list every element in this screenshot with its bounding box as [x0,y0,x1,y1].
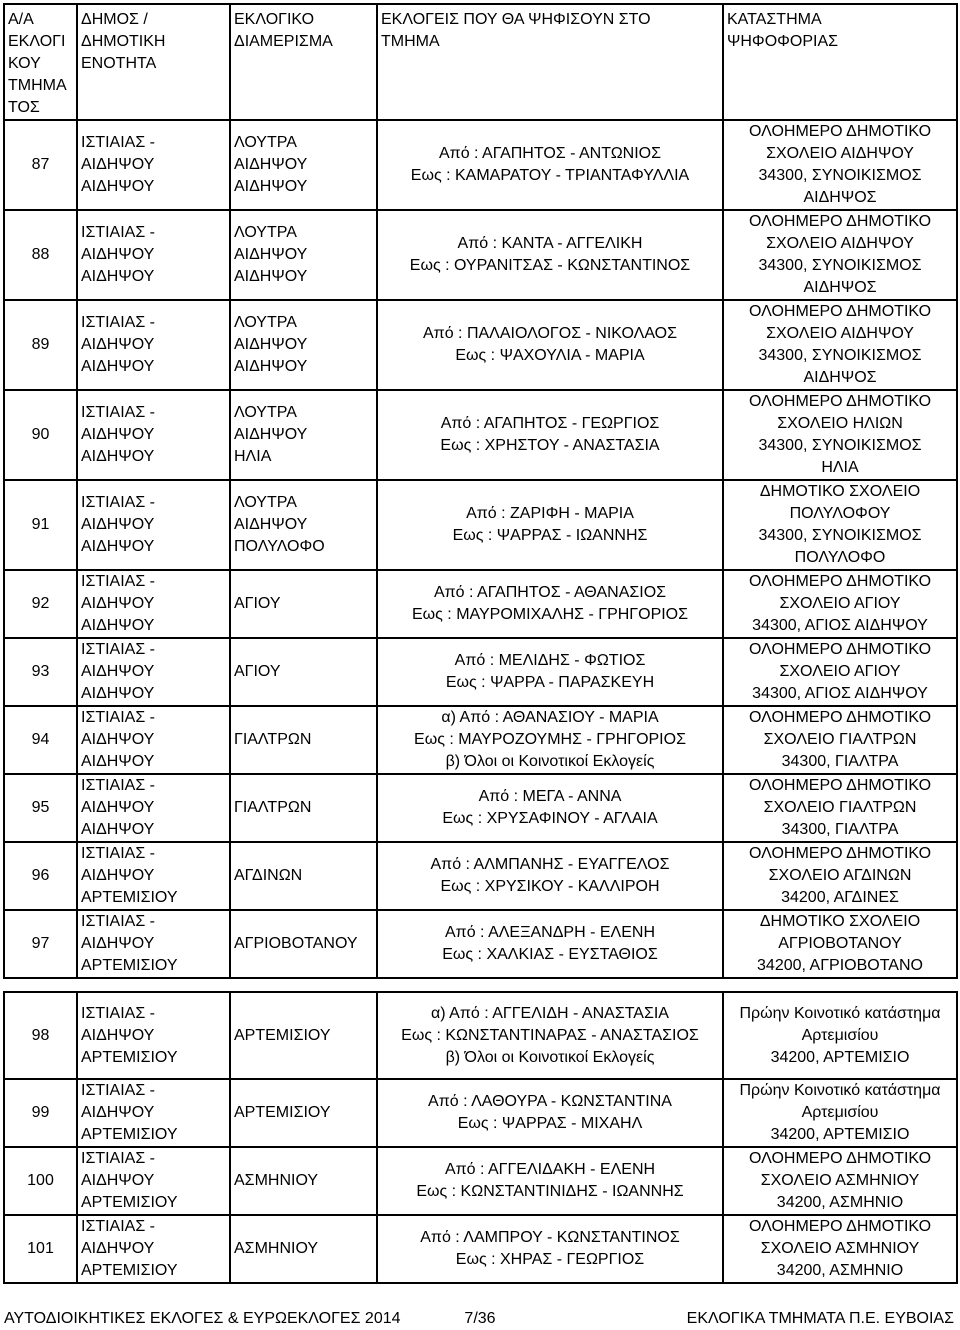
voters-cell: Από : ΑΓΑΠΗΤΟΣ - ΓΕΩΡΓΙΟΣ Εως : ΧΡΗΣΤΟΥ - ΑΝΑΣΤΑΣΙΑ [377,390,723,480]
section-number: 88 [4,210,77,300]
section-number: 101 [4,1215,77,1283]
table-row [4,300,957,390]
district-cell: ΓΙΑΛΤΡΩΝ [230,774,377,842]
table-row [4,1215,957,1283]
table-row [4,706,957,774]
location-cell: ΟΛΟΗΜΕΡΟ ΔΗΜΟΤΙΚΟ ΣΧΟΛΕΙΟ ΑΙΔΗΨΟΥ 34300, ΣΥΝΟΙΚΙΣΜΟΣ ΑΙΔΗΨΟΣ [723,210,957,300]
district-cell: ΛΟΥΤΡΑ ΑΙΔΗΨΟΥ ΑΙΔΗΨΟΥ [230,210,377,300]
table-row [4,910,957,978]
municipality-cell: ΙΣΤΙΑΙΑΣ - ΑΙΔΗΨΟΥ ΑΙΔΗΨΟΥ [77,210,230,300]
municipality-cell: ΙΣΤΙΑΙΑΣ - ΑΙΔΗΨΟΥ ΑΙΔΗΨΟΥ [77,774,230,842]
voters-cell: Από : ΜΕΛΙΔΗΣ - ΦΩΤΙΟΣ Εως : ΨΑΡΡΑ - ΠΑΡΑΣΚΕΥΗ [377,638,723,706]
location-cell: ΟΛΟΗΜΕΡΟ ΔΗΜΟΤΙΚΟ ΣΧΟΛΕΙΟ ΓΙΑΛΤΡΩΝ 34300, ΓΙΑΛΤΡΑ [723,706,957,774]
table-row [4,638,957,706]
voters-cell: Από : ΚΑΝΤΑ - ΑΓΓΕΛΙΚΗ Εως : ΟΥΡΑΝΙΤΣΑΣ - ΚΩΝΣΤΑΝΤΙΝΟΣ [377,210,723,300]
location-cell: ΟΛΟΗΜΕΡΟ ΔΗΜΟΤΙΚΟ ΣΧΟΛΕΙΟ ΑΙΔΗΨΟΥ 34300, ΣΥΝΟΙΚΙΣΜΟΣ ΑΙΔΗΨΟΣ [723,300,957,390]
voters-cell: Από : ΜΕΓΑ - ΑΝΝΑ Εως : ΧΡΥΣΑΦΙΝΟΥ - ΑΓΛΑΙΑ [377,774,723,842]
footer-title: ΑΥΤΟΔΙΟΙΚΗΤΙΚΕΣ ΕΚΛΟΓΕΣ & ΕΥΡΩΕΚΛΟΓΕΣ 2014 [4,1310,401,1327]
section-number: 97 [4,910,77,978]
municipality-cell: ΙΣΤΙΑΙΑΣ - ΑΙΔΗΨΟΥ ΑΡΤΕΜΙΣΙΟΥ [77,1079,230,1147]
district-cell: ΓΙΑΛΤΡΩΝ [230,706,377,774]
municipality-cell: ΙΣΤΙΑΙΑΣ - ΑΙΔΗΨΟΥ ΑΡΤΕΜΙΣΙΟΥ [77,992,230,1079]
table-header-row [4,4,957,120]
district-cell: ΑΣΜΗΝΙΟΥ [230,1215,377,1283]
district-cell: ΑΣΜΗΝΙΟΥ [230,1147,377,1215]
table-row [4,774,957,842]
table-row [4,1147,957,1215]
district-cell: ΑΓΙΟΥ [230,570,377,638]
location-cell: ΔΗΜΟΤΙΚΟ ΣΧΟΛΕΙΟ ΠΟΛΥΛΟΦΟΥ 34300, ΣΥΝΟΙΚΙΣΜΟΣ ΠΟΛΥΛΟΦΟ [723,480,957,570]
district-cell: ΛΟΥΤΡΑ ΑΙΔΗΨΟΥ ΗΛΙΑ [230,390,377,480]
gap-cell [4,978,957,992]
section-number: 98 [4,992,77,1079]
municipality-cell: ΙΣΤΙΑΙΑΣ - ΑΙΔΗΨΟΥ ΑΙΔΗΨΟΥ [77,638,230,706]
section-number: 92 [4,570,77,638]
district-cell: ΑΓΡΙΟΒΟΤΑΝΟΥ [230,910,377,978]
municipality-cell: ΙΣΤΙΑΙΑΣ - ΑΙΔΗΨΟΥ ΑΙΔΗΨΟΥ [77,120,230,210]
section-number: 94 [4,706,77,774]
section-number: 95 [4,774,77,842]
polling-stations-table [3,3,958,1284]
header-municipality: ΔΗΜΟΣ / ΔΗΜΟΤΙΚΗ ΕΝΟΤΗΤΑ [77,4,230,120]
municipality-cell: ΙΣΤΙΑΙΑΣ - ΑΙΔΗΨΟΥ ΑΙΔΗΨΟΥ [77,570,230,638]
district-cell: ΑΓΙΟΥ [230,638,377,706]
footer-section-title: ΕΚΛΟΓΙΚΑ ΤΜΗΜΑΤΑ Π.Ε. ΕΥΒΟΙΑΣ [686,1310,954,1327]
section-number: 96 [4,842,77,910]
municipality-cell: ΙΣΤΙΑΙΑΣ - ΑΙΔΗΨΟΥ ΑΡΤΕΜΙΣΙΟΥ [77,1215,230,1283]
section-number: 91 [4,480,77,570]
location-cell: ΟΛΟΗΜΕΡΟ ΔΗΜΟΤΙΚΟ ΣΧΟΛΕΙΟ ΑΓΙΟΥ 34300, ΑΓΙΟΣ ΑΙΔΗΨΟΥ [723,570,957,638]
location-cell: ΟΛΟΗΜΕΡΟ ΔΗΜΟΤΙΚΟ ΣΧΟΛΕΙΟ ΓΙΑΛΤΡΩΝ 34300, ΓΙΑΛΤΡΑ [723,774,957,842]
header-electoral-district: ΕΚΛΟΓΙΚΟ ΔΙΑΜΕΡΙΣΜΑ [230,4,377,120]
table-row [4,480,957,570]
municipality-cell: ΙΣΤΙΑΙΑΣ - ΑΙΔΗΨΟΥ ΑΙΔΗΨΟΥ [77,300,230,390]
municipality-cell: ΙΣΤΙΑΙΑΣ - ΑΙΔΗΨΟΥ ΑΙΔΗΨΟΥ [77,480,230,570]
voters-cell: α) Από : ΑΘΑΝΑΣΙΟΥ - ΜΑΡΙΑ Εως : ΜΑΥΡΟΖΟΥΜΗΣ - ΓΡΗΓΟΡΙΟΣ β) Όλοι οι Κοινοτικοί Εκλογείς [377,706,723,774]
district-cell: ΑΓΔΙΝΩΝ [230,842,377,910]
table-row [4,210,957,300]
municipality-cell: ΙΣΤΙΑΙΑΣ - ΑΙΔΗΨΟΥ ΑΡΤΕΜΙΣΙΟΥ [77,910,230,978]
table-gap-row [4,978,957,992]
table-row [4,992,957,1079]
voters-cell: Από : ΖΑΡΙΦΗ - ΜΑΡΙΑ Εως : ΨΑΡΡΑΣ - ΙΩΑΝΝΗΣ [377,480,723,570]
table-row [4,120,957,210]
location-cell: ΟΛΟΗΜΕΡΟ ΔΗΜΟΤΙΚΟ ΣΧΟΛΕΙΟ ΗΛΙΩΝ 34300, ΣΥΝΟΙΚΙΣΜΟΣ ΗΛΙΑ [723,390,957,480]
section-number: 89 [4,300,77,390]
section-number: 100 [4,1147,77,1215]
voters-cell: Από : ΛΑΜΠΡΟΥ - ΚΩΝΣΤΑΝΤΙΝΟΣ Εως : ΧΗΡΑΣ - ΓΕΩΡΓΙΟΣ [377,1215,723,1283]
district-cell: ΑΡΤΕΜΙΣΙΟΥ [230,1079,377,1147]
table-row [4,842,957,910]
section-number: 93 [4,638,77,706]
municipality-cell: ΙΣΤΙΑΙΑΣ - ΑΙΔΗΨΟΥ ΑΙΔΗΨΟΥ [77,390,230,480]
voters-cell: Από : ΑΓΓΕΛΙΔΑΚΗ - ΕΛΕΝΗ Εως : ΚΩΝΣΤΑΝΤΙΝΙΔΗΣ - ΙΩΑΝΝΗΣ [377,1147,723,1215]
voters-cell: Από : ΑΛΜΠΑΝΗΣ - ΕΥΑΓΓΕΛΟΣ Εως : ΧΡΥΣΙΚΟΥ - ΚΑΛΛΙΡΟΗ [377,842,723,910]
voters-cell: Από : ΛΑΘΟΥΡΑ - ΚΩΝΣΤΑΝΤΙΝΑ Εως : ΨΑΡΡΑΣ - ΜΙΧΑΗΛ [377,1079,723,1147]
voters-cell: α) Από : ΑΓΓΕΛΙΔΗ - ΑΝΑΣΤΑΣΙΑ Εως : ΚΩΝΣΤΑΝΤΙΝΑΡΑΣ - ΑΝΑΣΤΑΣΙΟΣ β) Όλοι οι Κοινοτικοί Εκλογείς [377,992,723,1079]
district-cell: ΛΟΥΤΡΑ ΑΙΔΗΨΟΥ ΠΟΛΥΛΟΦΟ [230,480,377,570]
district-cell: ΑΡΤΕΜΙΣΙΟΥ [230,992,377,1079]
page-footer [0,1309,960,1329]
district-cell: ΛΟΥΤΡΑ ΑΙΔΗΨΟΥ ΑΙΔΗΨΟΥ [230,120,377,210]
footer-page-number: 7/36 [464,1310,496,1327]
header-voters: ΕΚΛΟΓΕΙΣ ΠΟΥ ΘΑ ΨΗΦΙΣΟΥΝ ΣΤΟ ΤΜΗΜΑ [377,4,723,120]
table-row [4,570,957,638]
location-cell: ΟΛΟΗΜΕΡΟ ΔΗΜΟΤΙΚΟ ΣΧΟΛΕΙΟ ΑΣΜΗΝΙΟΥ 34200, ΑΣΜΗΝΙΟ [723,1215,957,1283]
section-number: 90 [4,390,77,480]
table-row [4,1079,957,1147]
voters-cell: Από : ΑΛΕΞΑΝΔΡΗ - ΕΛΕΝΗ Εως : ΧΑΛΚΙΑΣ - ΕΥΣΤΑΘΙΟΣ [377,910,723,978]
voters-cell: Από : ΑΓΑΠΗΤΟΣ - ΑΝΤΩΝΙΟΣ Εως : ΚΑΜΑΡΑΤΟΥ - ΤΡΙΑΝΤΑΦΥΛΛΙΑ [377,120,723,210]
location-cell: ΟΛΟΗΜΕΡΟ ΔΗΜΟΤΙΚΟ ΣΧΟΛΕΙΟ ΑΙΔΗΨΟΥ 34300, ΣΥΝΟΙΚΙΣΜΟΣ ΑΙΔΗΨΟΣ [723,120,957,210]
location-cell: Πρώην Κοινοτικό κατάστημα Αρτεμισίου 34200, ΑΡΤΕΜΙΣΙΟ [723,1079,957,1147]
voters-cell: Από : ΠΑΛΑΙΟΛΟΓΟΣ - ΝΙΚΟΛΑΟΣ Εως : ΨΑΧΟΥΛΙΑ - ΜΑΡΙΑ [377,300,723,390]
location-cell: ΟΛΟΗΜΕΡΟ ΔΗΜΟΤΙΚΟ ΣΧΟΛΕΙΟ ΑΣΜΗΝΙΟΥ 34200, ΑΣΜΗΝΙΟ [723,1147,957,1215]
table-row [4,390,957,480]
location-cell: ΔΗΜΟΤΙΚΟ ΣΧΟΛΕΙΟ ΑΓΡΙΟΒΟΤΑΝΟΥ 34200, ΑΓΡΙΟΒΟΤΑΝΟ [723,910,957,978]
municipality-cell: ΙΣΤΙΑΙΑΣ - ΑΙΔΗΨΟΥ ΑΡΤΕΜΙΣΙΟΥ [77,842,230,910]
section-number: 87 [4,120,77,210]
municipality-cell: ΙΣΤΙΑΙΑΣ - ΑΙΔΗΨΟΥ ΑΡΤΕΜΙΣΙΟΥ [77,1147,230,1215]
section-number: 99 [4,1079,77,1147]
district-cell: ΛΟΥΤΡΑ ΑΙΔΗΨΟΥ ΑΙΔΗΨΟΥ [230,300,377,390]
header-polling-location: ΚΑΤΑΣΤΗΜΑ ΨΗΦΟΦΟΡΙΑΣ [723,4,957,120]
voters-cell: Από : ΑΓΑΠΗΤΟΣ - ΑΘΑΝΑΣΙΟΣ Εως : ΜΑΥΡΟΜΙΧΑΛΗΣ - ΓΡΗΓΟΡΙΟΣ [377,570,723,638]
location-cell: ΟΛΟΗΜΕΡΟ ΔΗΜΟΤΙΚΟ ΣΧΟΛΕΙΟ ΑΓΔΙΝΩΝ 34200, ΑΓΔΙΝΕΣ [723,842,957,910]
location-cell: ΟΛΟΗΜΕΡΟ ΔΗΜΟΤΙΚΟ ΣΧΟΛΕΙΟ ΑΓΙΟΥ 34300, ΑΓΙΟΣ ΑΙΔΗΨΟΥ [723,638,957,706]
header-section-number: Α/Α ΕΚΛΟΓΙ ΚΟΥ ΤΜΗΜΑ ΤΟΣ [4,4,77,120]
table-body [4,120,957,1283]
municipality-cell: ΙΣΤΙΑΙΑΣ - ΑΙΔΗΨΟΥ ΑΙΔΗΨΟΥ [77,706,230,774]
location-cell: Πρώην Κοινοτικό κατάστημα Αρτεμισίου 34200, ΑΡΤΕΜΙΣΙΟ [723,992,957,1079]
